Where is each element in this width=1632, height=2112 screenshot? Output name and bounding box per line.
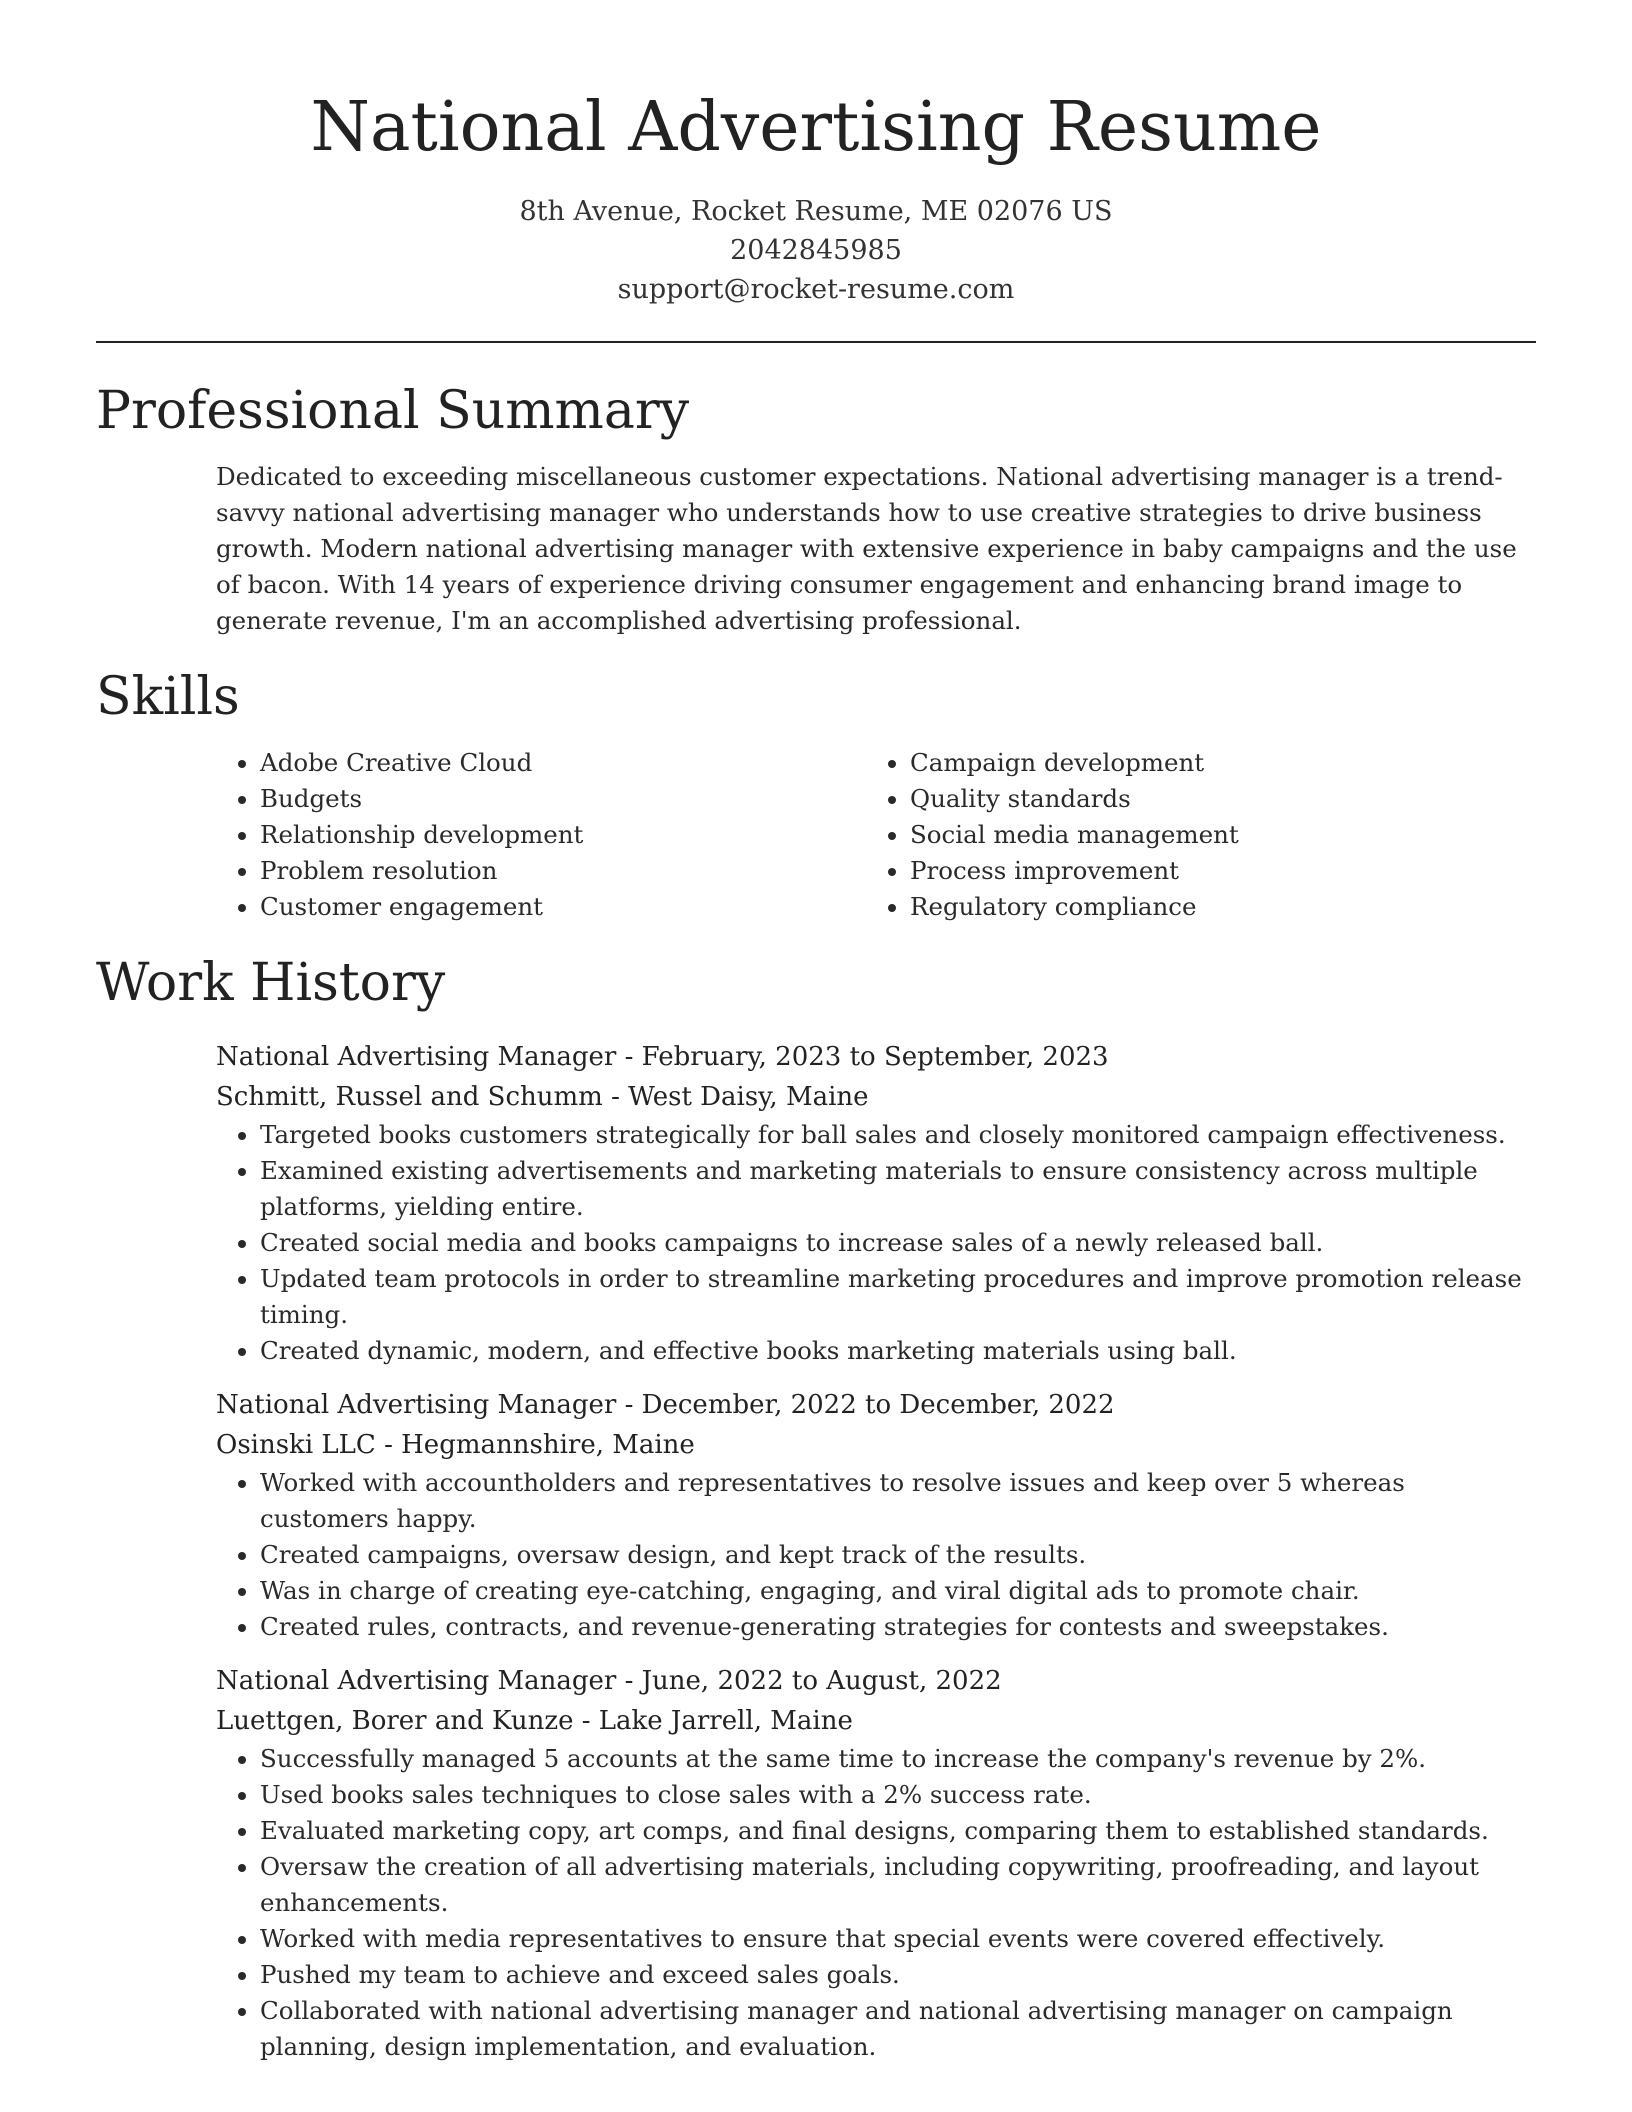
job-entry — [216, 1661, 1536, 2065]
job-company-location: Luettgen, Borer and Kunze - Lake Jarrell, Maine — [216, 1706, 853, 1736]
contact-info — [0, 192, 1632, 309]
skill-item: • Problem resolution — [260, 853, 866, 889]
skill-item: • Social media management — [910, 817, 1516, 853]
section-heading-skills: Skills — [96, 667, 240, 727]
job-title-dates: National Advertising Manager - February, 2023 to September, 2023 — [216, 1042, 1109, 1072]
skills-section — [96, 639, 1536, 925]
skills-list-right — [866, 745, 1516, 925]
job-duty-item: • Pushed my team to achieve and exceed sales goals. — [260, 1957, 1536, 1993]
job-duty-item: • Targeted books customers strategically for ball sales and closely monitored campaign effectiveness. — [260, 1117, 1536, 1153]
skill-item: • Process improvement — [910, 853, 1516, 889]
job-title-dates: National Advertising Manager - June, 2022 to August, 2022 — [216, 1666, 1002, 1696]
work-history-section — [96, 925, 1536, 2065]
job-company-location: Osinski LLC - Hegmannshire, Maine — [216, 1430, 695, 1460]
job-duty-item: • Used books sales techniques to close sales with a 2% success rate. — [260, 1777, 1536, 1813]
job-entry — [216, 1037, 1536, 1369]
job-duty-item: • Worked with accountholders and representatives to resolve issues and keep over 5 whereas customers happy. — [260, 1465, 1536, 1537]
skill-item: • Quality standards — [910, 781, 1516, 817]
contact-address: 8th Avenue, Rocket Resume, ME 02076 US — [519, 196, 1113, 227]
skill-item: • Regulatory compliance — [910, 889, 1516, 925]
skills-column-left — [216, 745, 866, 925]
skill-item: • Budgets — [260, 781, 866, 817]
resume-title: National Advertising Resume — [310, 88, 1322, 167]
job-duty-item: • Created campaigns, oversaw design, and kept track of the results. — [260, 1537, 1536, 1573]
skill-item: • Relationship development — [260, 817, 866, 853]
job-duty-item: • Was in charge of creating eye-catching, engaging, and viral digital ads to promote chair. — [260, 1573, 1536, 1609]
skill-item: • Customer engagement — [260, 889, 866, 925]
job-duties-list — [216, 1117, 1536, 1369]
resume-header — [0, 0, 1632, 309]
section-heading-work-history: Work History — [96, 953, 446, 1013]
job-duty-item: • Evaluated marketing copy, art comps, and final designs, comparing them to established standards. — [260, 1813, 1536, 1849]
summary-text: Dedicated to exceeding miscellaneous customer expectations. National advertising manager is a trend-savvy national advertising manager who understands how to use creative strategies to drive business growth. Modern national advertising manager with extensive experience in baby campaigns and the use of bacon. With 14 years of experience driving consumer engagement and enhancing brand image to generate revenue, I'm an accomplished advertising professional. — [216, 462, 1517, 635]
job-duties-list — [216, 1465, 1536, 1645]
contact-phone: 2042845985 — [730, 235, 902, 266]
skill-item: • Campaign development — [910, 745, 1516, 781]
job-duty-item: • Updated team protocols in order to streamline marketing procedures and improve promotion release timing. — [260, 1261, 1536, 1333]
job-entry — [216, 1385, 1536, 1645]
contact-email: support@rocket-resume.com — [617, 274, 1015, 305]
skill-item: • Adobe Creative Cloud — [260, 745, 866, 781]
job-duty-item: • Examined existing advertisements and marketing materials to ensure consistency across multiple platforms, yielding entire. — [260, 1153, 1536, 1225]
professional-summary-section — [96, 343, 1536, 639]
job-duty-item: • Created social media and books campaigns to increase sales of a newly released ball. — [260, 1225, 1536, 1261]
job-duties-list — [216, 1741, 1536, 2065]
job-title-dates: National Advertising Manager - December, 2022 to December, 2022 — [216, 1390, 1115, 1420]
skills-column-right — [866, 745, 1516, 925]
job-duty-item: • Oversaw the creation of all advertising materials, including copywriting, proofreading, and layout enhancements. — [260, 1849, 1536, 1921]
job-duty-item: • Collaborated with national advertising manager and national advertising manager on campaign planning, design implementation, and evaluation. — [260, 1993, 1536, 2065]
job-duty-item: • Worked with media representatives to ensure that special events were covered effectively. — [260, 1921, 1536, 1957]
job-duty-item: • Successfully managed 5 accounts at the same time to increase the company's revenue by 2%. — [260, 1741, 1536, 1777]
job-duty-item: • Created dynamic, modern, and effective books marketing materials using ball. — [260, 1333, 1536, 1369]
job-duty-item: • Created rules, contracts, and revenue-generating strategies for contests and sweepstakes. — [260, 1609, 1536, 1645]
skills-grid — [216, 745, 1536, 925]
section-heading-summary: Professional Summary — [96, 381, 690, 441]
job-company-location: Schmitt, Russel and Schumm - West Daisy, Maine — [216, 1082, 869, 1112]
skills-list-left — [216, 745, 866, 925]
